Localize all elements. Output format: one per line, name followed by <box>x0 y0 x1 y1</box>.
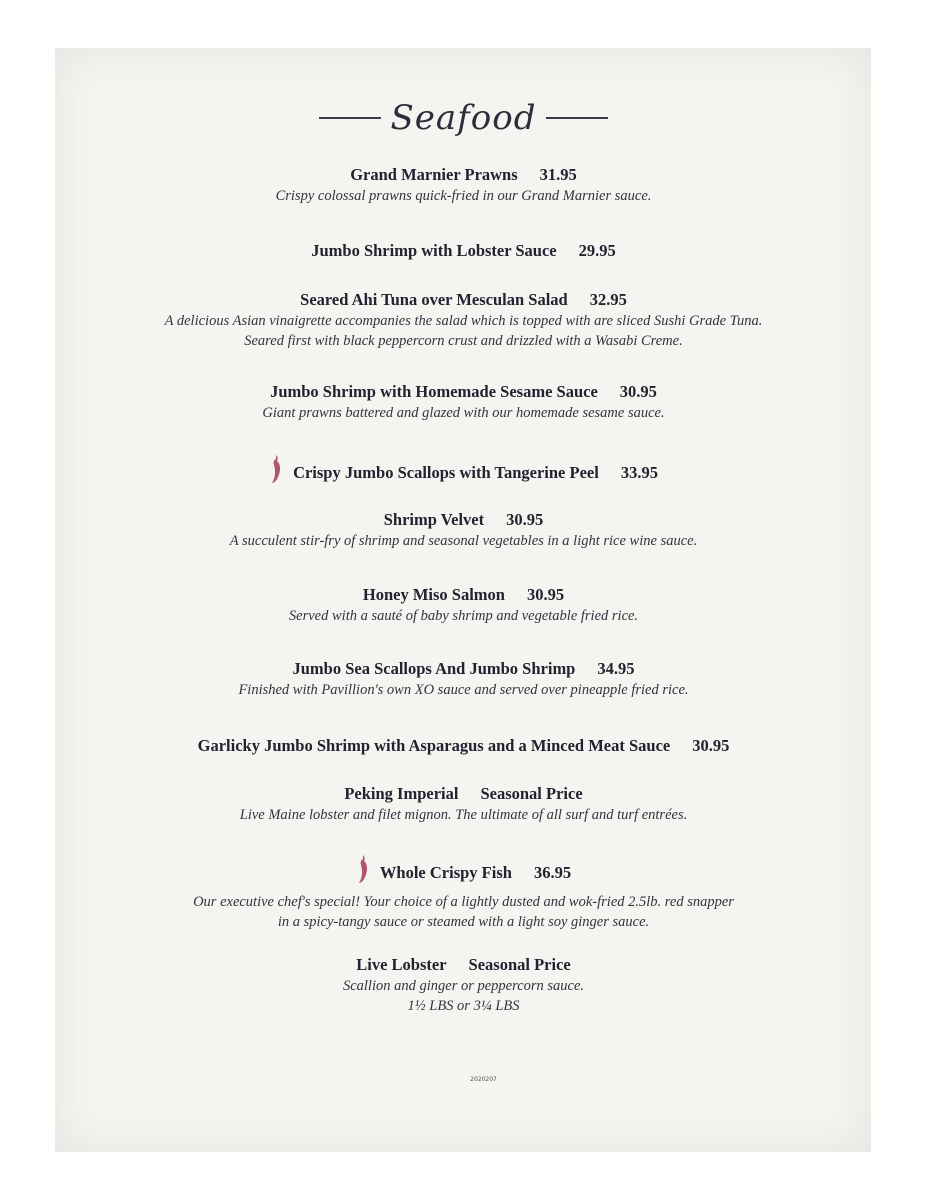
menu-item-description: Crispy colossal prawns quick-fried in our Grand Marnier sauce. <box>275 188 652 204</box>
menu-item-price: Seasonal Price <box>480 784 583 803</box>
menu-item-seared-ahi-tuna <box>0 289 927 351</box>
heading-rule-left <box>319 117 381 119</box>
menu-item-peking-imperial <box>0 783 927 825</box>
chili-pepper-icon <box>356 854 370 890</box>
menu-item-description: A succulent stir-fry of shrimp and seasonal vegetables in a light rice wine sauce. <box>229 533 698 549</box>
menu-item-price: 30.95 <box>619 382 657 401</box>
menu-item-name: Shrimp Velvet <box>383 510 485 529</box>
menu-item-description: Finished with Pavillion's own XO sauce and served over pineapple fried rice. <box>238 682 689 698</box>
menu-item-name: Jumbo Shrimp with Lobster Sauce <box>311 241 557 260</box>
menu-item-price: 30.95 <box>526 585 565 604</box>
menu-item-price: 30.95 <box>506 510 544 529</box>
menu-item-grand-marnier-prawns <box>0 164 927 206</box>
menu-item-live-lobster <box>0 954 927 1016</box>
menu-item-name: Jumbo Shrimp with Homemade Sesame Sauce <box>270 382 598 401</box>
menu-item-jumbo-sea-scallops-shrimp <box>0 658 927 700</box>
menu-item-jumbo-shrimp-sesame <box>0 381 927 423</box>
menu-item-title <box>0 954 927 976</box>
menu-item-description: Live Maine lobster and filet mignon. The ultimate of all surf and turf entrées. <box>239 807 688 823</box>
menu-item-title <box>0 509 927 531</box>
menu-item-name: Honey Miso Salmon <box>362 585 505 604</box>
menu-item-title <box>0 164 927 186</box>
menu-item-price: 34.95 <box>597 659 635 678</box>
menu-item-title <box>0 584 927 606</box>
menu-item-description: Scallion and ginger or peppercorn sauce. <box>342 978 585 994</box>
menu-item-description: Our executive chef's special! Your choice of a lightly dusted and wok-fried 2.5lb. red snapper <box>193 894 734 910</box>
menu-item-price: 29.95 <box>578 241 616 260</box>
menu-item-name: Live Lobster <box>356 955 447 974</box>
menu-item-description: A delicious Asian vinaigrette accompanies the salad which is topped with are sliced Sushi Grade Tuna. <box>164 313 763 329</box>
menu-item-name: Whole Crispy Fish <box>379 862 512 882</box>
menu-item-garlicky-jumbo-shrimp <box>0 735 927 757</box>
menu-item-description: Giant prawns battered and glazed with our homemade sesame sauce. <box>262 405 665 421</box>
menu-item-title <box>0 240 927 262</box>
menu-item-name: Garlicky Jumbo Shrimp with Asparagus and a Minced Meat Sauce <box>197 736 671 755</box>
menu-item-name: Seared Ahi Tuna over Mesculan Salad <box>300 290 568 309</box>
section-title: Seafood <box>390 98 537 138</box>
menu-item-name: Crispy Jumbo Scallops with Tangerine Peel <box>293 462 599 482</box>
menu-item-name: Jumbo Sea Scallops And Jumbo Shrimp <box>292 659 576 678</box>
menu-item-price: 32.95 <box>589 290 627 309</box>
menu-item-title <box>0 856 927 892</box>
menu-item-shrimp-velvet <box>0 509 927 551</box>
menu-item-price: 33.95 <box>620 462 658 482</box>
menu-item-price: 31.95 <box>539 165 577 184</box>
menu-item-description-line2: Seared first with black peppercorn crust and drizzled with a Wasabi Creme. <box>244 333 683 349</box>
menu-item-title <box>0 289 927 311</box>
menu-item-jumbo-shrimp-lobster-sauce <box>0 240 927 262</box>
menu-item-description-line2: 1½ LBS or 3¼ LBS <box>407 998 520 1014</box>
menu-item-price: 30.95 <box>692 736 730 755</box>
menu-item-name: Grand Marnier Prawns <box>350 165 518 184</box>
menu-item-honey-miso-salmon <box>0 584 927 626</box>
menu-item-description: Served with a sauté of baby shrimp and vegetable fried rice. <box>288 608 639 624</box>
section-heading <box>0 98 927 138</box>
menu-item-whole-crispy-fish <box>0 856 927 932</box>
menu-item-description-line2: in a spicy-tangy sauce or steamed with a light soy ginger sauce. <box>277 914 650 930</box>
print-code: 2020207 <box>470 1076 497 1083</box>
heading-rule-right <box>546 117 608 119</box>
menu-item-title <box>0 658 927 680</box>
menu-item-title <box>0 783 927 805</box>
menu-item-price: 36.95 <box>533 862 572 882</box>
menu-item-title <box>0 381 927 403</box>
menu-item-title <box>0 735 927 757</box>
menu-item-crispy-jumbo-scallops <box>0 456 927 492</box>
menu-item-title <box>0 456 927 492</box>
menu-item-name: Peking Imperial <box>344 784 459 803</box>
chili-pepper-icon <box>269 454 283 490</box>
menu-item-price: Seasonal Price <box>468 955 571 974</box>
